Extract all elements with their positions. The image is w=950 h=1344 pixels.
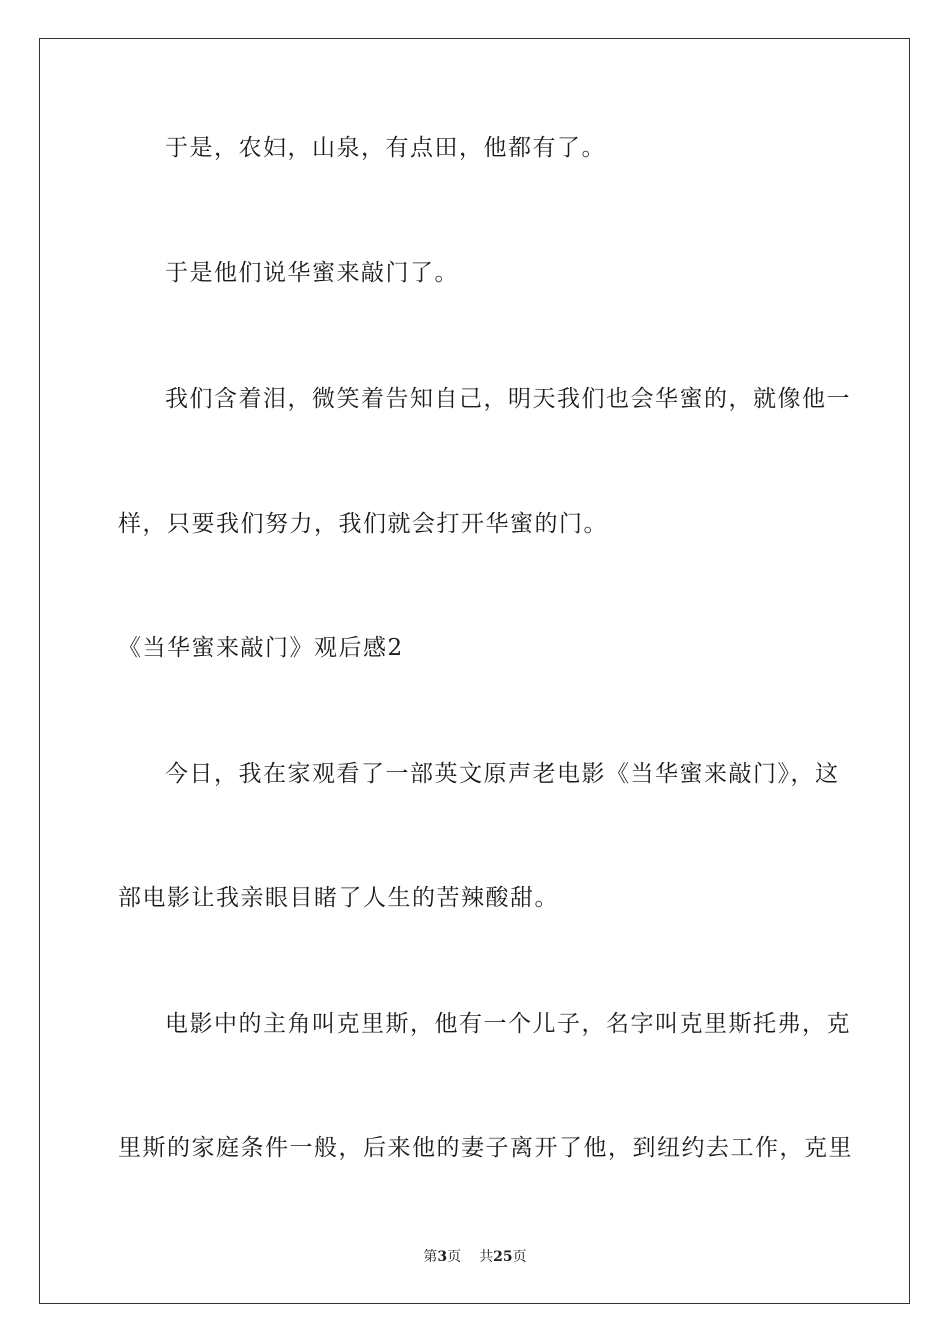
- page-border: [39, 38, 910, 1304]
- total-suffix: 页: [512, 1249, 527, 1265]
- paragraph-line-5: 今日，我在家观看了一部英文原声老电影《当华蜜来敲门》，这: [165, 761, 840, 787]
- total-prefix: 共: [479, 1249, 494, 1265]
- paragraph-line-4: 样，只要我们努力，我们就会打开华蜜的门。: [118, 511, 608, 537]
- page-footer: [0, 1248, 950, 1266]
- paragraph-line-8: 里斯的家庭条件一般，后来他的妻子离开了他，到纽约去工作，克里: [118, 1135, 853, 1161]
- section-heading: 《当华蜜来敲门》观后感2: [118, 635, 404, 661]
- paragraph-line-1: 于是，农妇，山泉，有点田，他都有了。: [165, 135, 606, 161]
- paragraph-line-2: 于是他们说华蜜来敲门了。: [165, 260, 459, 286]
- paragraph-line-3: 我们含着泪，微笑着告知自己，明天我们也会华蜜的，就像他一: [165, 386, 851, 412]
- page-suffix: 页: [447, 1249, 462, 1265]
- total-page-count: 25: [493, 1249, 513, 1265]
- paragraph-line-6: 部电影让我亲眼目睹了人生的苦辣酸甜。: [118, 885, 559, 911]
- paragraph-line-7: 电影中的主角叫克里斯，他有一个儿子，名字叫克里斯托弗，克: [165, 1011, 851, 1037]
- page-prefix: 第: [423, 1249, 438, 1265]
- current-page-number: 3: [437, 1249, 448, 1265]
